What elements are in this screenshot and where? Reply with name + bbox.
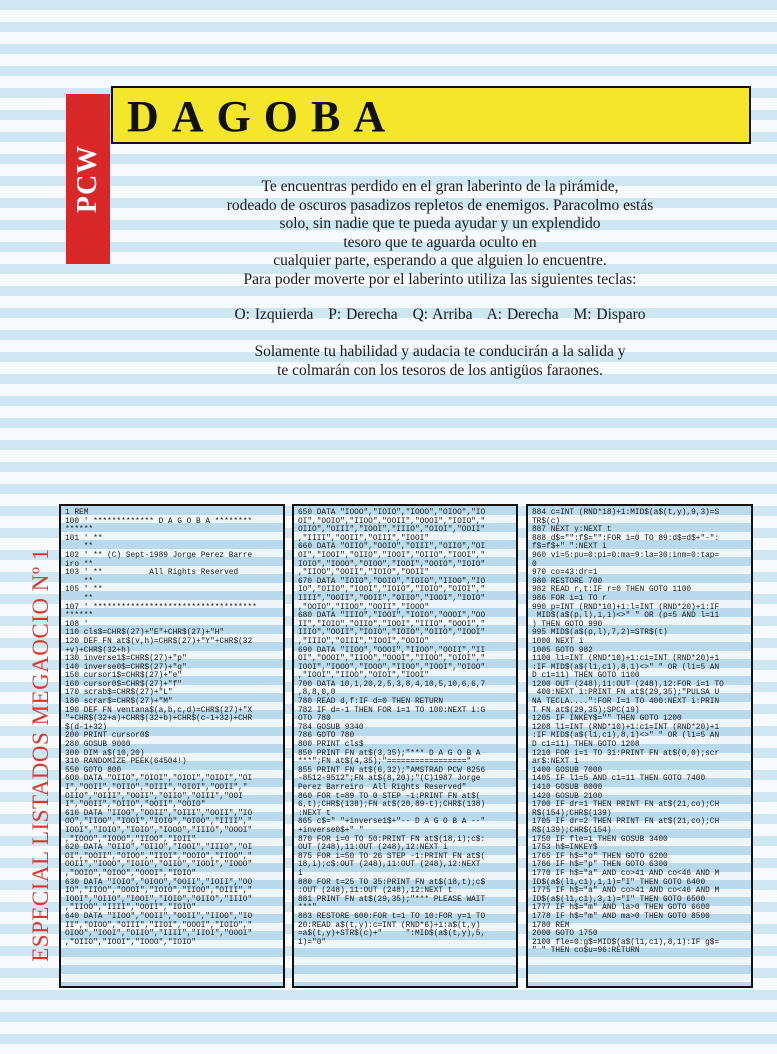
listing-column-3 — [526, 504, 753, 988]
platform-tag — [66, 94, 110, 264]
listing-code-2: 650 DATA "IOOO","IOIO","IOOO","OIOO","IO OI","OOIO","IIOO","OOII","OOOI","IOIO"," OIIO","OIII","IOOI","IIIO","OIOI","OOII" ,"IIII","OOII","OIII","IOOI" 660 DATA "OIIO","OOIO","OIII","OIIO","OI OI","IOOI","OIIO","IOOI","OIIO","IOOI"," IOIO","IOOO","OIOO","IOOI","OOIO","IOIO" ,"IIOO","OOII","IOIO","OOII" 670 DATA "IOIO","OOIO","IOIO","IIOO","IO IO","OIIO","IOOI","IOIO","IOIO","OIOI"," IIII","OOII","OOII","OIIO","IOOI","IOIO" ,"OOIO","IIOO","OOII","IOOO" 680 DATA "IIIO","IOOI","IOIO","OOOI","OO II","IOIO","OIIO","IOOI","IIIO","OOOI"," IIIO","OOII","IOIO","IOIO","OIIO","IOOI" ,"IIIO","OIII","IOOI","OOIO" 690 DATA "IIOO","OOOI","IIOO","OOII","II OI","OOOI","IIOO","OOOI","IIOO","OIOI"," IOOI","IOOO","IOOO","IIOO","IOOI","OIOO" ,"IOOI","IIOO","OIOI","IOOI" 700 DATA 10,1,20,2,5,3,8,4,10,5,10,6,6,7 ,8,8,0,0 780 READ d,f:IF d=0 THEN RETURN 782 IF d=-1 THEN FOR i=1 TO 100:NEXT i:G OTO 780 784 GOSUB 9340 786 GOTO 780 800 PRINT cls$ 850 PRINT FN at$(3,35);"*** D A G O B A ***";FN at$(4,35);"=================" 855 PRINT FN at$(6,32);"AMSTRAD PCW 8256 -8512-9512";FN at$(8,20);"(C)1987 Jorge Perez Barreiro All Rights Reserved" 860 FOR t=89 TO 0 STEP -1:PRINT FN at$( 6,t);CHR$(138);FN at$(20,89-t);CHR$(138) :NEXT t 865 c$=" "+inverse1$+"-- D A G O B A --" +inverse0$+" " 870 FOR i=0 TO 50:PRINT FN at$(18,i);c$: OUT (248),11:OUT (248),12:NEXT i 875 FOR i=50 TO 26 STEP -1:PRINT FN at$( 18,i);c$:OUT (248),11:OUT (248),12:NEXT i 880 FOR t=25 TO 35:PRINT FN at$(18,t);c$ :OUT (248),11:OUT (248),12:NEXT t 881 PRINT FN at$(29,35);"*** PLEASE WAIT ***" 883 RESTORE 600:FOR t=1 TO 10:FOR y=1 TO 20:READ a$(t,y):c=INT (RND*6)+1:a$(t,y) =a$(t,y)+STR$(c)+" ":MID$(a$(t,y),5, 1)="0" — [298, 509, 486, 947]
listing-column-1 — [59, 504, 285, 988]
page-title: DAGOBA — [127, 92, 399, 141]
controls-list — [190, 306, 690, 324]
intro-line: tesoro que te aguarda oculto en — [343, 233, 537, 251]
intro-line: cualquier parte, esperando a que alguien lo encuentre. — [273, 252, 607, 270]
key-up: Q: Arriba — [412, 306, 473, 323]
listing-column-2 — [292, 504, 518, 988]
intro-line: Para poder moverte por el laberinto utiliza las siguientes teclas: — [243, 270, 637, 288]
intro-text — [190, 178, 690, 290]
key-left: O: Izquierda — [234, 306, 314, 323]
intro-line: solo, sin nadie que te pueda ayudar y un explendido — [279, 215, 601, 233]
key-down: A: Derecha — [486, 306, 559, 323]
listing-code-1: 1 REM 100 ' ************* D A G O B A ******** ****** 101 ' ** ** 102 ' ** (C) Sept-1989 Jorge Perez Barre iro ** 103 ' ** All Rights Reserved ** 105 ' ** ** 107 ' *********************************** ****** 108 ' 110 cls$=CHR$(27)+"E"+CHR$(27)+"H" 120 DEF FN at$(v,h)=CHR$(27)+"Y"+CHR$(32 +v)+CHR$(32+h) 130 inverse1$=CHR$(27)+"p" 140 inverse0$=CHR$(27)+"q" 150 cursor1$=CHR$(27)+"e" 160 cursor0$=CHR$(27)+"f" 170 scrab$=CHR$(27)+"L" 180 scrar$=CHR$(27)+"M" 190 DEF FN ventana$(a,b,c,d)=CHR$(27)+"X "+CHR$(32+a)+CHR$(32+b)+CHR$(c-1+32)+CHR $(d-1+32) 200 PRINT cursor0$ 280 GOSUB 9000 300 DIM a$(10,20) 310 RANDOMIZE PEEK(64504!) 550 GOTO 800 600 DATA "OIIO","OIOI","OIOI","OIOI","OI I","OOII","OIIO","OIII","OIOI","OOII"," OIIO","OIII","OOII","OIIO","OIII","OOI I","OOII","OIIO","OOII","OOIO" 610 DATA "IIOO","OOII","OIII","OOII","IO OO","IIOO","IOOI","IOIO","OIOO","IIII"," IOOI","IOIO","IOIO","IOOO","IIIO","OOOI" ,"IOOO","IOOO","IIOO","IOII" 620 DATA "OIIO","OIIO","IOOI","IIIO","OI OI","OOII","OIOO","IIOI","OOIO","IIOO"," OOII","IOOO","IOIO","OIIO","IOOI","IOOO" ,"OOIO","OIOO","OOOI","IOIO" 630 DATA "IOIO","OIOO","OOII","IOII","OO IO","IIOO","OOOI","IOIO","IIOO","OIII"," IOOI","OIIO","IOOI","IOIO","OIIO","IIIO" ,"IIOO","IIII","OOII","IOIO" 640 DATA "IIOO","OOII","OOII","IIOO","IO II","OIOO","OIII","IIOI","OOOI","IOIO"," OIOO","IOOI","OIIO","IIII","IIOI","OOOI" ,"OIIO","IOOI","IOOO","IOIO" — [65, 509, 257, 947]
outro-line: te colmarán con los tesoros de los antigüos faraones. — [277, 361, 603, 379]
section-vertical-title-text: ESPECIAL LISTADOS MEGAOCIO Nº 1 — [28, 548, 53, 962]
section-vertical-title — [21, 510, 61, 1000]
intro-line: rodeado de oscuros pasadizos repletos de enemigos. Paracolmo estás — [226, 196, 654, 214]
platform-tag-label: PCW — [72, 144, 103, 214]
outro-text — [190, 343, 690, 380]
intro-line: Te encuentras perdido en el gran laberinto de la pirámide, — [261, 178, 619, 195]
title-banner — [111, 86, 751, 144]
key-fire: M: Disparo — [573, 306, 646, 323]
outro-line: Solamente tu habilidad y audacia te conducirán a la salida y — [254, 343, 626, 360]
key-right: P: Derecha — [328, 306, 398, 323]
listing-code-3: 884 c=INT (RND*18)+1:MID$(a$(t,y),9,3)=S TR$(c) 887 NEXT y:NEXT t 888 d$="":f$="":FOR i=0 TO 89:d$=d$+"-": f$=f$+" ":NEXT i 960 vi=5:pu=0:pi=0:ma=9:la=30:inm=0:tap= 0 970 co=43:dr=1 980 RESTORE 700 982 READ r,t:IF r=0 THEN GOTO 1100 986 FOR i=1 TO r 990 p=INT (RND*10)+1:l=INT (RND*20)+1:IF MID$(a$(p,l),1,1)<>" " OR (p=5 AND l=11 ) THEN GOTO 990 995 MID$(a$(p,l),7,2)=STR$(t) 1000 NEXT i 1005 GOTO 982 1100 l1=INT (RND*10)+1:c1=INT (RND*20)+1 :IF MID$(a$(l1,c1),8,1)<>" " OR (l1=5 AN D c1=11) THEN GOTO 1100 1200 OUT (248),11:OUT (248),12:FOR i=1 TO 400:NEXT i:PRINT FN at$(29,35);"PULSA U NA TECLA....":FOR I=1 TO 400:NEXT i:PRIN T FN at$(29,35);SPC(19) 1205 IF INKEY$="" THEN GOTO 1200 1208 l1=INT (RND*10)+1:c1=INT (RND*20)+1 :IF MID$(a$(l1,c1),8,1)<>" " OR (l1=5 AN D c1=11) THEN GOTO 1208 1210 FOR i=1 TO 31:PRINT FN at$(0,0);scr ar$:NEXT i 1400 GOSUB 7000 1405 IF l1=5 AND c1=11 THEN GOTO 7400 1410 GOSUB 8000 1420 GOSUB 2100 1700 IF dr=1 THEN PRINT FN at$(21,co);CH R$(154);CHR$(139) 1705 IF dr=2 THEN PRINT FN at$(21,co);CH R$(139);CHR$(154) 1750 IF fle=1 THEN GOSUB 3400 1753 h$=INKEY$ 1765 IF h$="o" THEN GOTO 6200 1766 IF h$="p" THEN GOTO 6300 1770 IF h$="a" AND co>41 AND co<46 AND M ID$(a$(l1,c1),1,1)="I" THEN GOTO 6400 1775 IF h$="a" AND co>41 AND co<46 AND M ID$(a$(l1,c1),3,1)="I" THEN GOTO 6500 1777 IF h$="m" AND la>0 THEN GOTO 6600 1778 IF h$="m" AND ma>0 THEN GOTO 8500 1780 REM 2000 GOTO 1750 2100 fle=0:g$=MID$(a$(l1,c1),8,1):IF g$= " " THEN co$u=96:RETURN — [532, 509, 724, 956]
